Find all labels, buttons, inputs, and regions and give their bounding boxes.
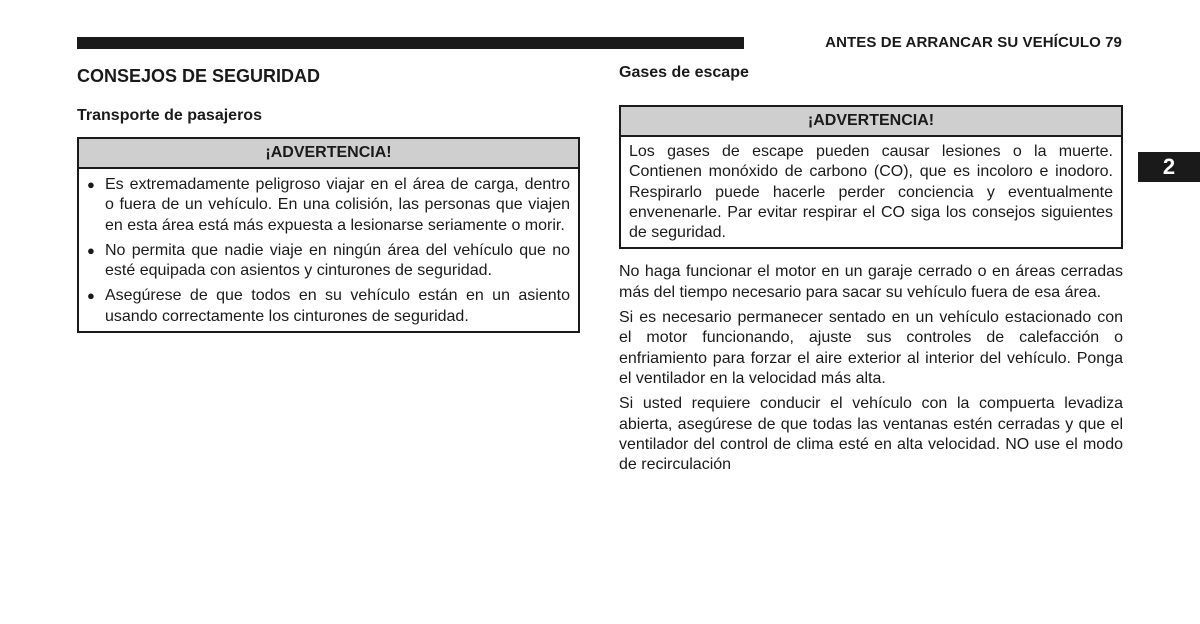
running-head: ANTES DE ARRANCAR SU VEHÍCULO 79 [825, 34, 1122, 51]
warning-box-passengers [77, 137, 580, 333]
chapter-tab: 2 [1138, 152, 1200, 182]
warning-item-text: Asegúrese de que todos en su vehículo están en un asiento usando correctamente los cinturones de seguridad. [105, 287, 570, 325]
bullet-icon: ● [87, 177, 95, 192]
body-paragraph: No haga funcionar el motor en un garaje cerrado o en áreas cerradas más del tiempo necesario para sacar su vehículo fuera de esa área. [619, 263, 1123, 301]
warning-item [87, 241, 570, 282]
warning-list [79, 169, 578, 331]
warning-item-text: No permita que nadie viaje en ningún área del vehículo que no esté equipada con asientos y cinturones de seguridad. [105, 241, 570, 280]
bullet-icon: ● [87, 242, 95, 258]
section-title: CONSEJOS DE SEGURIDAD [77, 66, 321, 86]
body-paragraph: Si es necesario permanecer sentado en un vehículo estacionado con el motor funcionando, ajuste sus controles de calefacción o enfriamiento para forzar el aire exterior al interior del vehículo. Ponga el ventilador en la velocidad más alta. [619, 309, 1123, 387]
right-column [619, 64, 1123, 475]
left-column [77, 64, 580, 333]
warning-text: Los gases de escape pueden causar lesiones o la muerte. Contienen monóxido de carbono (CO), que es incoloro e inodoro. Respirarlo puede hacerle perder conciencia y eventualmente envenenarle. Par evitar respirar el CO siga los consejos siguientes de seguridad. [629, 143, 1113, 242]
body-paragraph: Si usted requiere conducir el vehículo con la compuerta levadiza abierta, asegúrese de que todas las ventanas estén cerradas y que el ventilador del control de clima esté en alta velocidad. NO use el modo de recirculación [619, 395, 1123, 474]
warning-title: ¡ADVERTENCIA! [79, 139, 578, 169]
header-rule [77, 37, 744, 49]
warning-item-text: Es extremadamente peligroso viajar en el área de carga, dentro o fuera de un vehículo. En una colisión, las personas que viajen en esta área está más expuesta a lesionarse seriamente o morir. [105, 176, 570, 234]
bullet-icon: ● [87, 288, 95, 304]
subheading-passengers: Transporte de pasajeros [77, 107, 262, 124]
warning-box-exhaust [619, 105, 1123, 249]
warning-item [87, 175, 570, 236]
warning-item [87, 286, 570, 327]
warning-title: ¡ADVERTENCIA! [621, 107, 1121, 137]
subheading-exhaust: Gases de escape [619, 64, 749, 81]
